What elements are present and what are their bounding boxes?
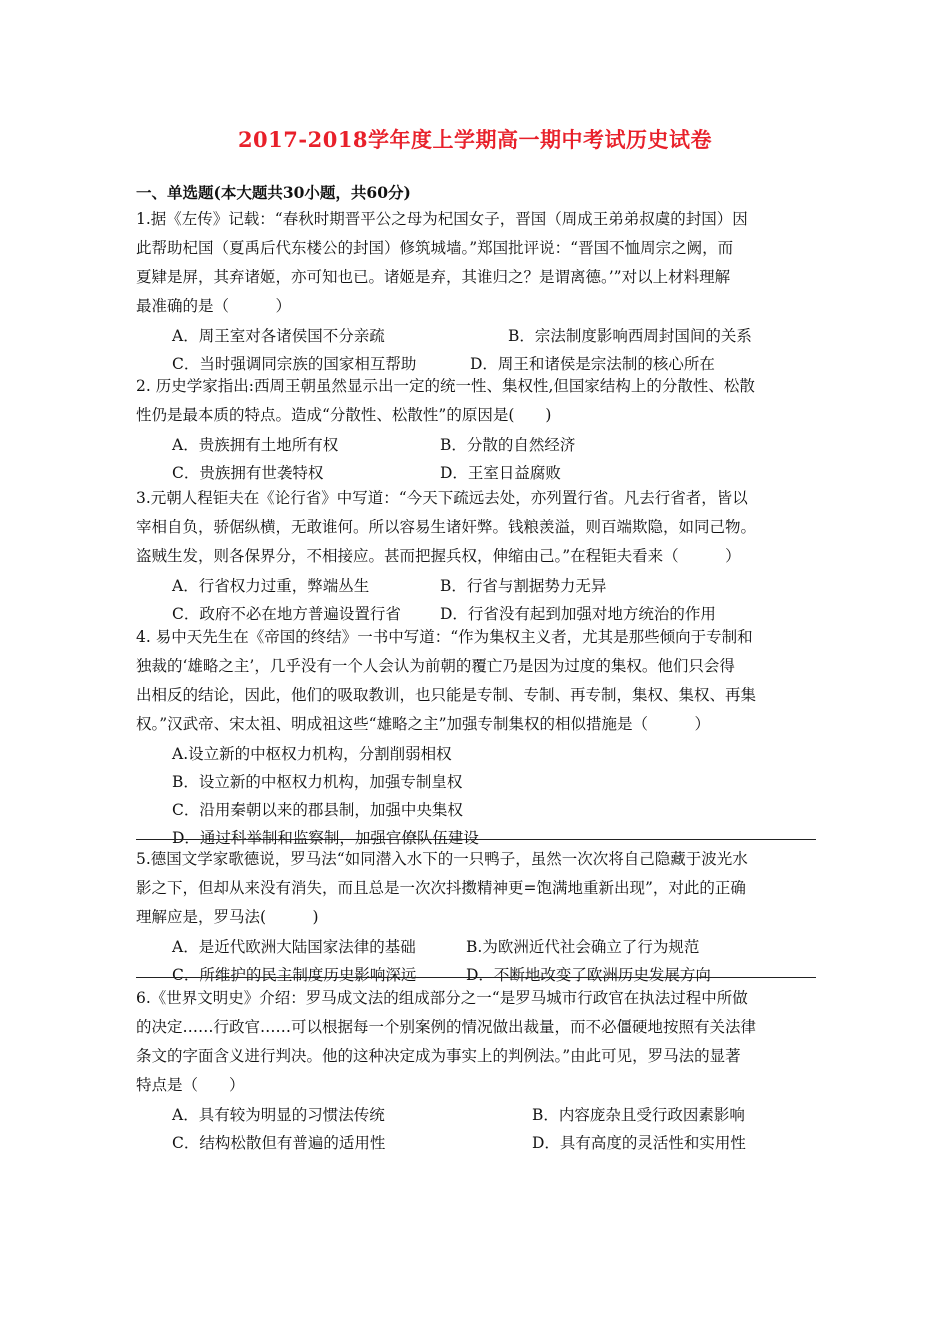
question-4-line: 出相反的结论，因此，他们的吸取教训，也只能是专制、专制、再专制，集权、集权、再集 — [136, 686, 757, 704]
question-3-option-c[interactable]: C．政府不必在地方普遍设置行省 — [172, 605, 401, 623]
question-2-line: 性仍是最本质的特点。造成“分散性、松散性”的原因是( ) — [136, 406, 552, 424]
question-4-line: 4. 易中天先生在《帝国的终结》一书中写道：“作为集权主义者，尤其是那些倾向于专制和 — [136, 628, 753, 646]
divider-line — [136, 839, 816, 840]
question-1-option-a[interactable]: A．周王室对各诸侯国不分亲疏 — [172, 327, 385, 345]
question-1-line: 夏肄是屏，其弃诸姬，亦可知也已。诸姬是弃，其谁归之？是谓离德。’”对以上材料理解 — [136, 268, 731, 286]
question-2-option-b[interactable]: B．分散的自然经济 — [440, 436, 576, 454]
question-6-option-d[interactable]: D．具有高度的灵活性和实用性 — [532, 1134, 746, 1152]
question-5-line: 影之下，但却从来没有消失，而且总是一次次抖擞精神更=饱满地重新出现”，对此的正确 — [136, 879, 746, 897]
question-6 — [136, 984, 816, 1157]
question-4-option-d[interactable]: D．通过科举制和监察制，加强官僚队伍建设 — [172, 829, 479, 847]
question-6-line: 6.《世界文明史》介绍：罗马成文法的组成部分之一“是罗马城市行政官在执法过程中所做 — [136, 989, 748, 1007]
question-5-options-row — [136, 933, 816, 961]
question-6-option-c[interactable]: C．结构松散但有普遍的适用性 — [172, 1134, 386, 1152]
question-6-line: 特点是（ ） — [136, 1076, 245, 1094]
question-6-option-a[interactable]: A．具有较为明显的习惯法传统 — [172, 1106, 385, 1124]
question-1-option-d[interactable]: D．周王和诸侯是宗法制的核心所在 — [470, 355, 715, 373]
question-1-option-c[interactable]: C．当时强调同宗族的国家相互帮助 — [172, 355, 417, 373]
question-2-options-row — [136, 431, 816, 459]
question-1-line: 此帮助杞国（夏禹后代东楼公的封国）修筑城墙。”郑国批评说：“晋国不恤周宗之阙，而 — [136, 239, 734, 257]
question-2-option-a[interactable]: A．贵族拥有土地所有权 — [172, 436, 339, 454]
question-4-option-row — [136, 796, 816, 824]
question-4-option-a[interactable]: A.设立新的中枢权力机构，分割削弱相权 — [172, 745, 452, 763]
question-5 — [136, 845, 816, 989]
question-5-option-d[interactable]: D．不断地改变了欧洲历史发展方向 — [466, 966, 711, 984]
question-2 — [136, 372, 816, 487]
question-6-line: 条文的字面含义进行判决。他的这种决定成为事实上的判例法。”由此可见，罗马法的显著 — [136, 1047, 741, 1065]
question-4 — [136, 623, 816, 852]
question-3-line: 盗贼生发，则各保界分，不相接应。甚而把握兵权，伸缩由己。”在程钜夫看来（ ） — [136, 547, 741, 565]
question-1-option-b[interactable]: B．宗法制度影响西周封国间的关系 — [508, 327, 752, 345]
question-5-line: 理解应是，罗马法( ) — [136, 908, 319, 926]
question-4-line: 权。”汉武帝、宋太祖、明成祖这些“雄略之主”加强专制集权的相似措施是（ ） — [136, 715, 711, 733]
question-1-options-row — [136, 322, 816, 350]
divider-line — [136, 977, 816, 978]
exam-title: 2017-2018学年度上学期高一期中考试历史试卷 — [237, 127, 713, 152]
question-2-option-d[interactable]: D．王室日益腐败 — [440, 464, 561, 482]
question-5-option-c[interactable]: C．所维护的民主制度历史影响深远 — [172, 966, 417, 984]
question-4-option-b[interactable]: B．设立新的中枢权力机构，加强专制皇权 — [172, 773, 463, 791]
question-2-line: 2. 历史学家指出:西周王朝虽然显示出一定的统一性、集权性,但国家结构上的分散性、松散 — [136, 377, 755, 395]
question-4-line: 独裁的‘雄略之主’，几乎没有一个人会认为前朝的覆亡乃是因为过度的集权。他们只会得 — [136, 657, 735, 675]
question-2-option-c[interactable]: C．贵族拥有世袭特权 — [172, 464, 324, 482]
question-2-options-row — [136, 459, 816, 487]
question-4-option-row — [136, 768, 816, 796]
question-6-line: 的决定……行政官……可以根据每一个别案例的情况做出裁量，而不必僵硬地按照有关法律 — [136, 1018, 757, 1036]
question-6-options-row — [136, 1129, 816, 1157]
question-1-line: 最准确的是（ ） — [136, 297, 292, 315]
question-5-line: 5.德国文学家歌德说，罗马法“如同潜入水下的一只鸭子，虽然一次次将自己隐藏于波光水 — [136, 850, 748, 868]
question-3-options-row — [136, 572, 816, 600]
question-3-line: 3.元朝人程钜夫在《论行省》中写道：“今天下疏远去处，亦列置行省。凡去行省者，皆以 — [136, 489, 748, 507]
question-1-line: 1.据《左传》记载：“春秋时期晋平公之母为杞国女子，晋国（周成王弟弟叔虞的封国）因 — [136, 210, 748, 228]
question-3 — [136, 484, 816, 628]
question-5-option-a[interactable]: A．是近代欧洲大陆国家法律的基础 — [172, 938, 416, 956]
question-1 — [136, 205, 816, 378]
question-3-option-a[interactable]: A．行省权力过重，弊端丛生 — [172, 577, 370, 595]
question-6-option-b[interactable]: B．内容庞杂且受行政因素影响 — [532, 1106, 745, 1124]
question-3-option-d[interactable]: D．行省没有起到加强对地方统治的作用 — [440, 605, 716, 623]
question-3-option-b[interactable]: B．行省与割据势力无异 — [440, 577, 607, 595]
question-4-option-c[interactable]: C．沿用秦朝以来的郡县制，加强中央集权 — [172, 801, 463, 819]
question-6-options-row — [136, 1101, 816, 1129]
section-heading: 一、单选题(本大题共30小题，共60分) — [136, 183, 411, 202]
question-4-option-row — [136, 740, 816, 768]
question-5-option-b[interactable]: B.为欧洲近代社会确立了行为规范 — [466, 938, 700, 956]
question-3-line: 宰相自负，骄倨纵横，无敢谁何。所以容易生诸奸弊。钱粮羡溢，则百端欺隐，如同己物。 — [136, 518, 757, 536]
